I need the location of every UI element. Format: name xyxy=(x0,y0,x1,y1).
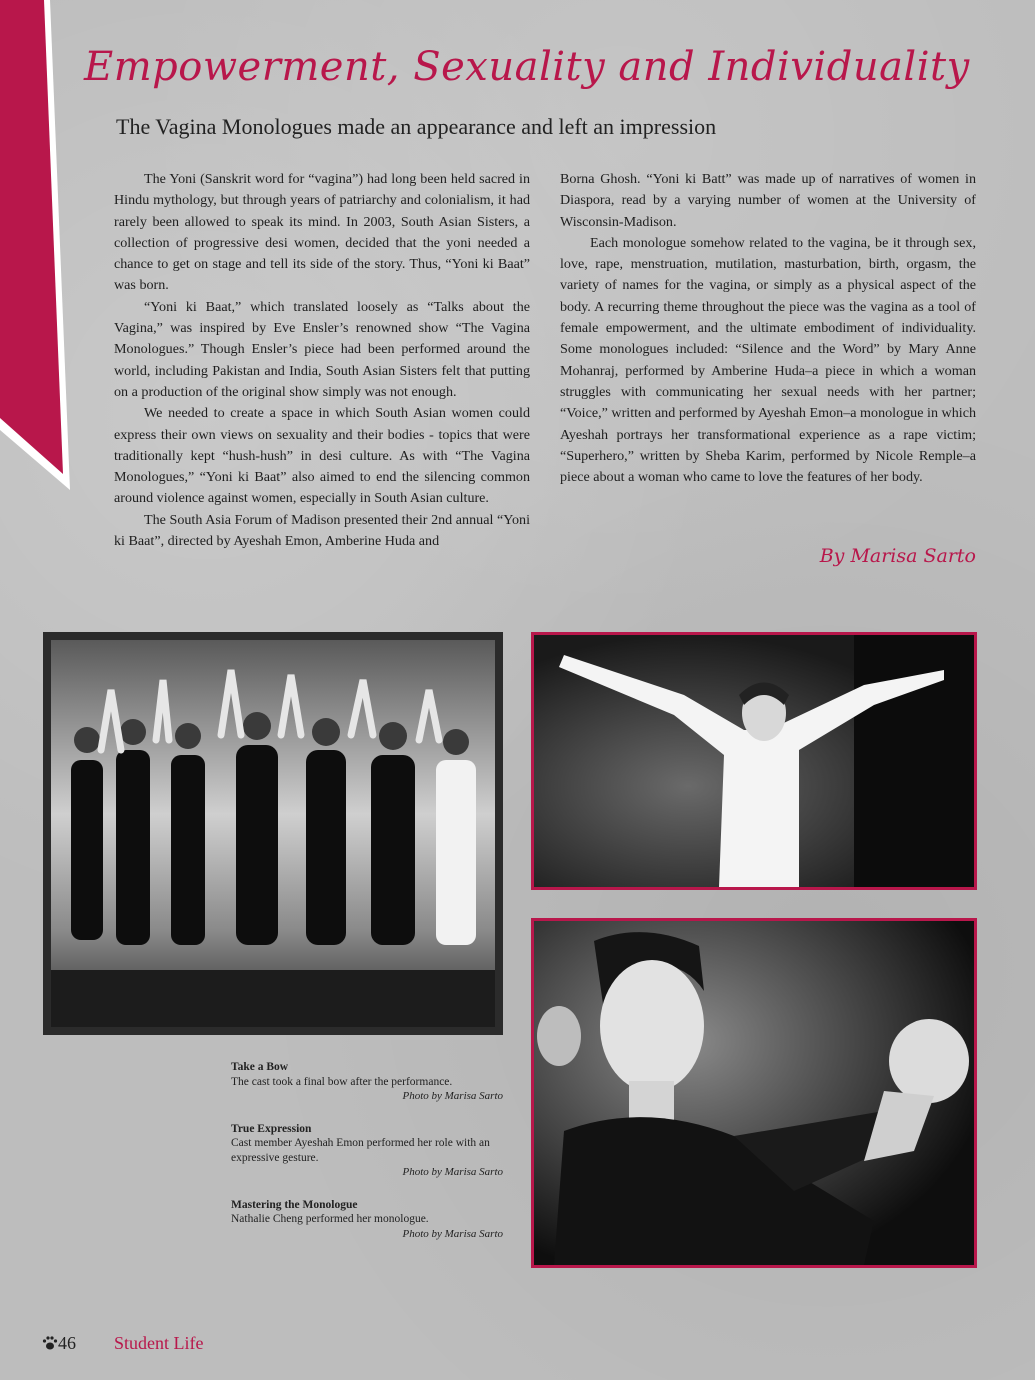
photo-mastering-the-monologue xyxy=(531,918,977,1268)
caption-true-expression xyxy=(231,1122,503,1180)
photo-take-a-bow xyxy=(43,632,503,1035)
byline: By Marisa Sarto xyxy=(819,545,976,567)
page-subtitle: The Vagina Monologues made an appearance and left an impression xyxy=(116,114,717,139)
caption-credit: Photo by Marisa Sarto xyxy=(402,1090,503,1102)
caption-text: The cast took a final bow after the performance. xyxy=(231,1075,453,1088)
article-column-right xyxy=(560,169,976,488)
page-number: 46 xyxy=(58,1333,76,1353)
caption-credit: Photo by Marisa Sarto xyxy=(402,1227,503,1240)
expressive-gesture-illustration xyxy=(534,635,974,887)
crimson-ribbon xyxy=(0,0,90,500)
photo-true-expression xyxy=(531,632,977,890)
article-paragraph: We needed to create a space in which South Asian women could express their own views on sexuality and their bodies - topics that were traditionally kept “hush-hush” in desi culture. As with “The Vagina Monologues,” “Yoni ki Baat” also aimed to end the silencing common around violence against women, especially in South Asian culture. xyxy=(114,405,530,507)
caption-text: Cast member Ayeshah Emon performed her role with an expressive gesture. xyxy=(231,1137,490,1164)
article-column-left xyxy=(114,169,530,552)
article-paragraph: “Yoni ki Baat,” which translated loosely as “Talks about the Vagina,” was inspired by Eve Ensler’s renowned show “The Vagina Monologues.” Though Ensler’s piece had been performed around the world, including Pakistan and India, South Asian Sisters felt that putting on a production of the original show simply was not enough. xyxy=(114,298,530,400)
caption-title: Take a Bow xyxy=(231,1061,289,1073)
article-paragraph: The South Asia Forum of Madison presented their 2nd annual “Yoni ki Baat”, directed by Ayeshah Emon, Amberine Huda and xyxy=(114,511,530,550)
page-title: Empowerment, Sexuality and Individuality xyxy=(84,44,970,90)
article-paragraph: Each monologue somehow related to the vagina, be it through sex, love, rape, menstruation, mutilation, masturbation, birth, orgasm, the variety of names for the vagina, or simply as a physical aspect of the body. A recurring theme throughout the piece was the vagina as a tool of female empowerment, and the ultimate embodiment of individuality. Some monologues included: “Silence and the Word” by Mary Anne Mohanraj, performed by Amberine Huda–a piece in which a woman struggles with communicating her sexual needs with her partner; “Voice,” written and performed by Ayeshah Emon–a monologue in which Ayeshah portrays her transformational experience as a rape victim; “Superhero,” written by Sheba Karim, performed by Nicole Remple–a piece about a woman who came to love the features of her body. xyxy=(560,234,976,486)
caption-take-a-bow xyxy=(231,1060,503,1104)
paw-print-icon xyxy=(42,1335,58,1351)
photo-captions xyxy=(231,1060,503,1259)
caption-mastering-the-monologue xyxy=(231,1198,503,1242)
caption-title: Mastering the Monologue xyxy=(231,1198,358,1211)
caption-text: Nathalie Cheng performed her monologue. xyxy=(231,1213,429,1225)
monologue-performer-illustration xyxy=(534,921,974,1265)
article-paragraph-continued: Borna Ghosh. “Yoni ki Batt” was made up of narratives of women in Diaspora, read by a varying number of women at the University of Wisconsin-Madison. xyxy=(560,171,976,230)
section-name: Student Life xyxy=(114,1333,204,1353)
caption-title: True Expression xyxy=(231,1122,312,1135)
caption-credit: Photo by Marisa Sarto xyxy=(402,1166,503,1178)
cast-bow-illustration xyxy=(51,640,495,1027)
article-paragraph: The Yoni (Sanskrit word for “vagina”) had long been held sacred in Hindu mythology, but through years of patriarchy and colonialism, it had rarely been allowed to speak its mind. In 2003, South Asian Sisters, a collection of progressive desi women, decided that the yoni needed a chance to get on stage and tell its side of the story. Thus, “Yoni ki Baat” was born. xyxy=(114,171,530,294)
